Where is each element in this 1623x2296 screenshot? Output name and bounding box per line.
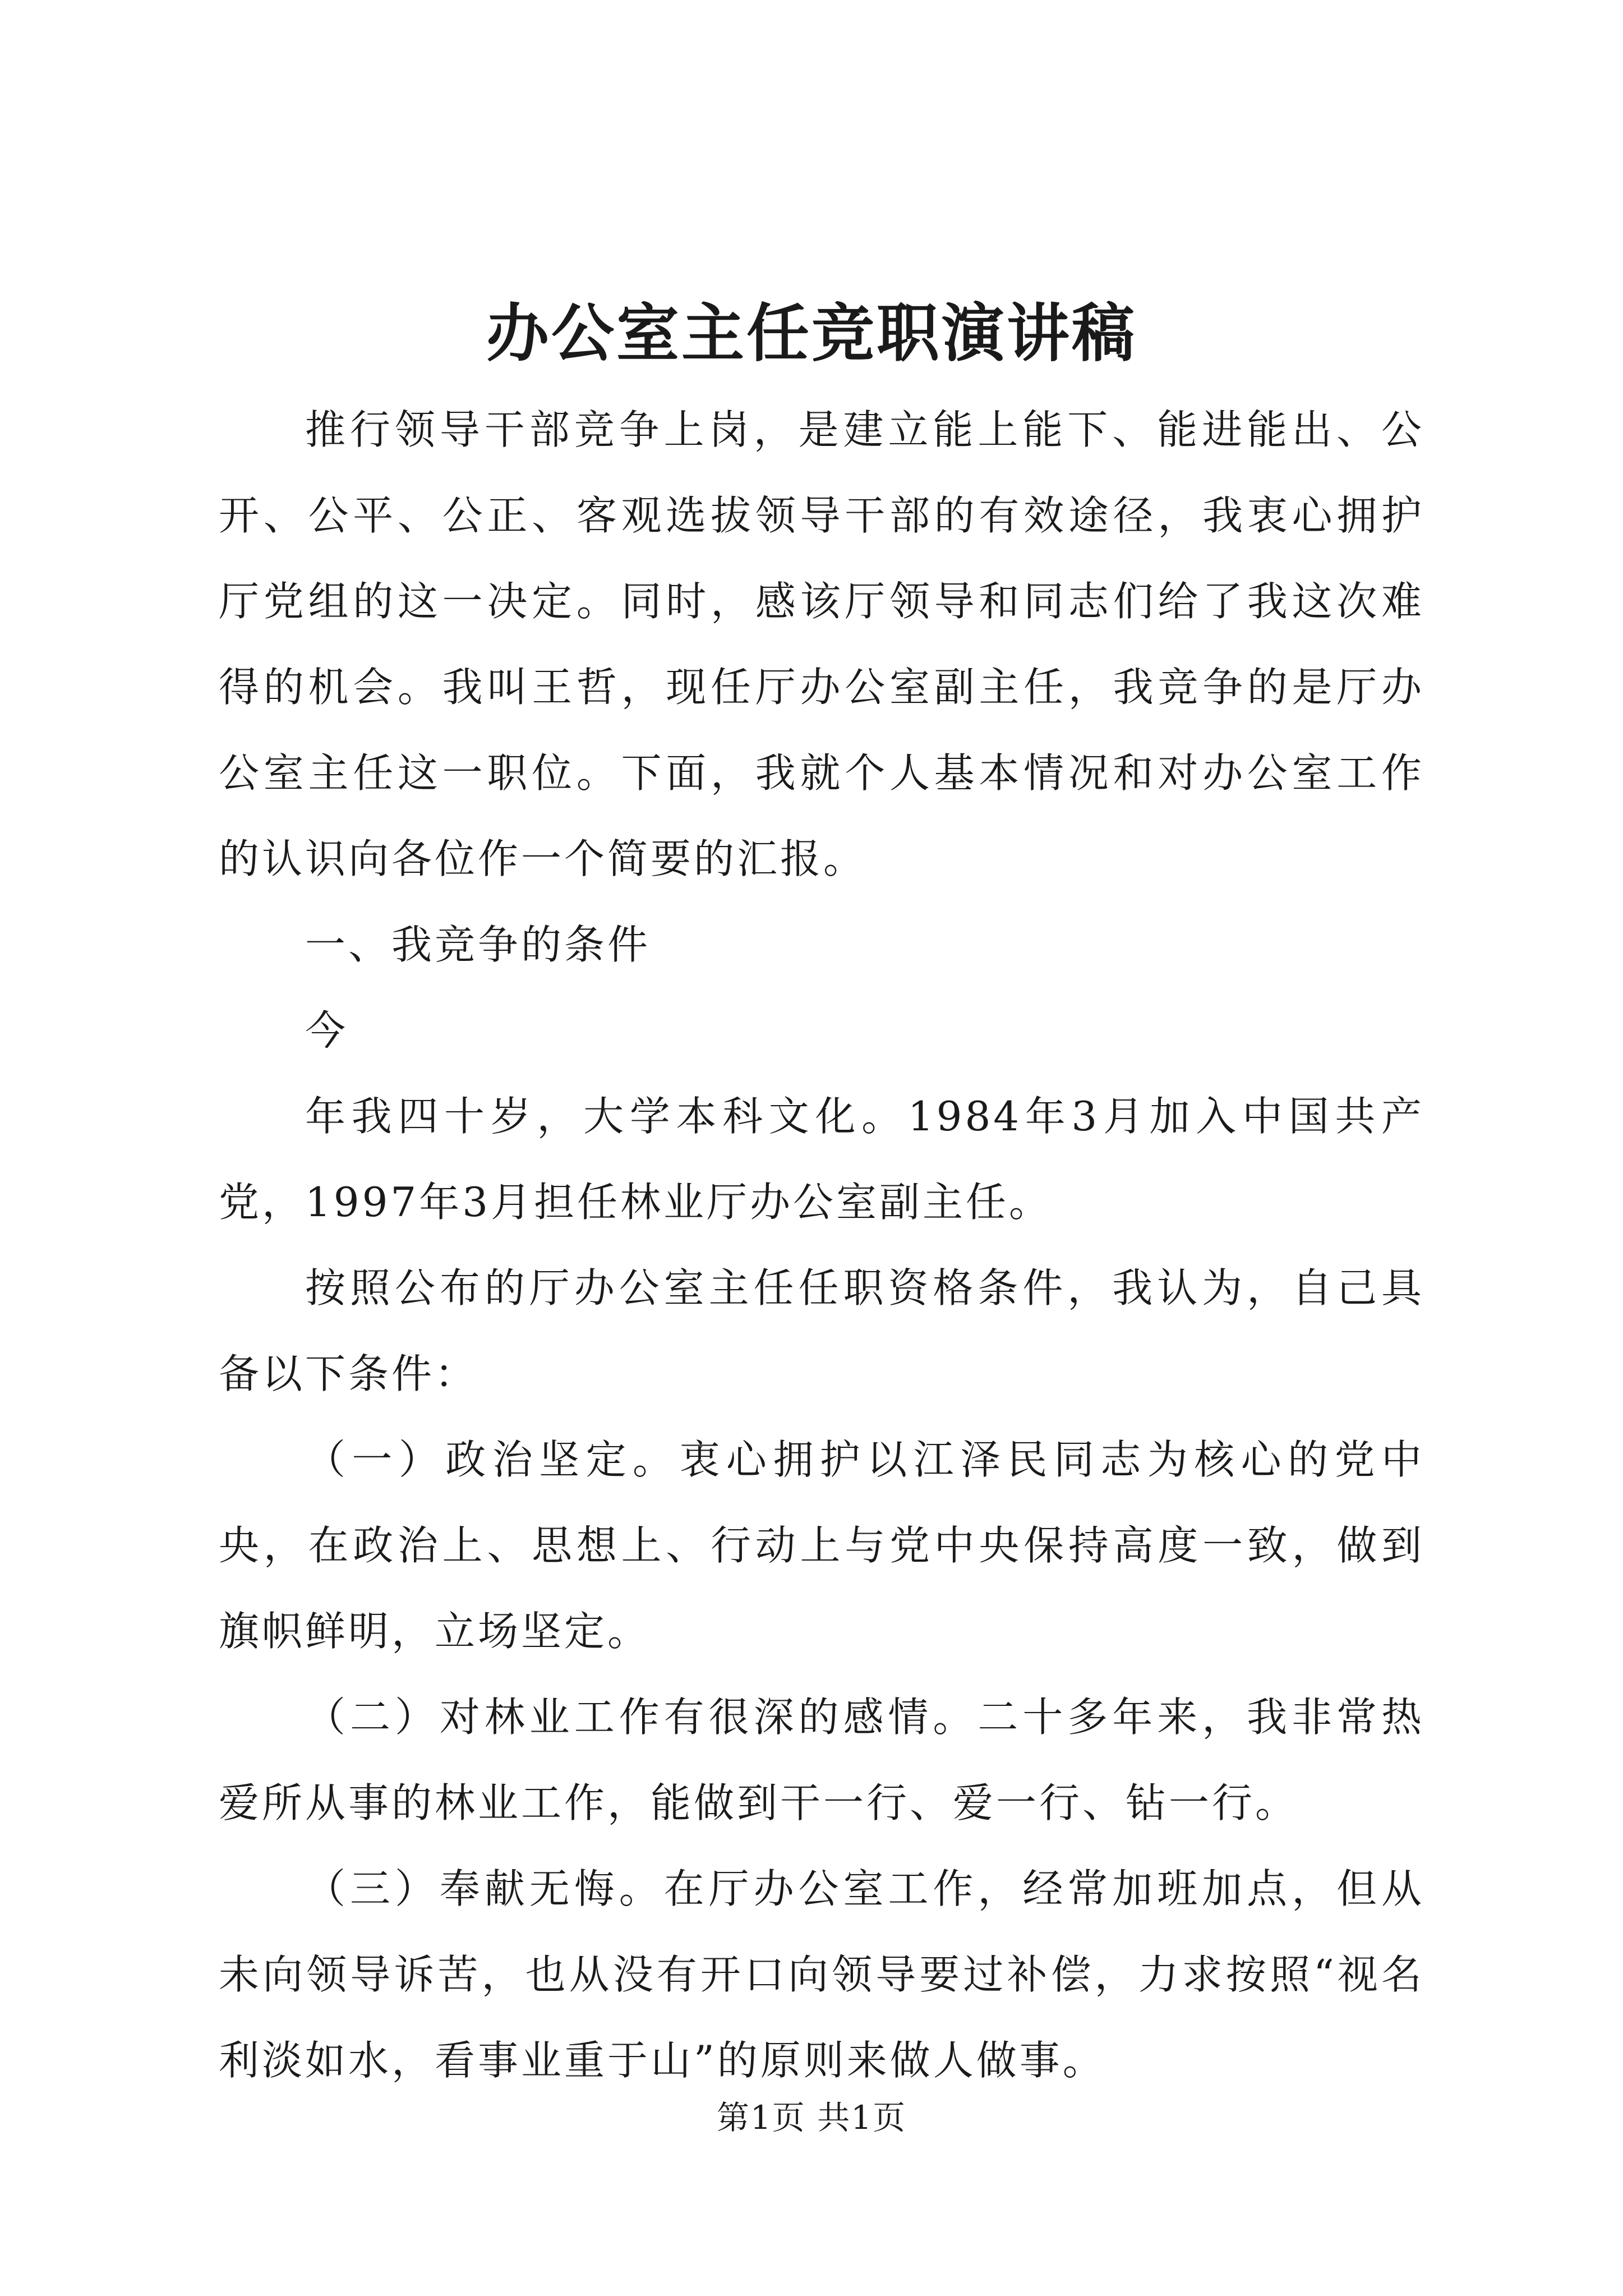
paragraph-personal-info: 年我四十岁，大学本科文化。1984年3月加入中国共产党，1997年3月担任林业厅办公室副主任。 bbox=[219, 1093, 1424, 1226]
paragraph-condition-2: （二）对林业工作有很深的感情。二十多年来，我非常热爱所从事的林业工作，能做到干一行、爱一行、钻一行。 bbox=[219, 1694, 1424, 1826]
page-footer: 第1页 共1页 bbox=[716, 2099, 907, 2137]
paragraph-fragment: 今 bbox=[305, 1007, 349, 1054]
paragraph-section-heading: 一、我竞争的条件 bbox=[305, 921, 651, 968]
paragraph-condition-3: （三）奉献无悔。在厅办公室工作，经常加班加点，但从未向领导诉苦，也从没有开口向领导要过补偿，力求按照“视名利淡如水，看事业重于山”的原则来做人做事。 bbox=[219, 1865, 1424, 2084]
paragraph-conditions-intro: 按照公布的厅办公室主任任职资格条件，我认为，自己具备以下条件： bbox=[219, 1264, 1424, 1397]
document-body bbox=[219, 387, 1424, 2104]
paragraph-intro: 推行领导干部竞争上岗，是建立能上能下、能进能出、公开、公平、公正、客观选拔领导干部的有效途径，我衷心拥护厅党组的这一决定。同时，感该厅领导和同志们给了我这次难得的机会。我叫王哲，现任厅办公室副主任，我竞争的是厅办公室主任这一职位。下面，我就个人基本情况和对办公室工作的认识向各位作一个简要的汇报。 bbox=[219, 406, 1424, 882]
paragraph-condition-1: （一）政治坚定。衷心拥护以江泽民同志为核心的党中央，在政治上、思想上、行动上与党中央保持高度一致，做到旗帜鲜明，立场坚定。 bbox=[219, 1436, 1424, 1655]
document-title: 办公室主任竞职演讲稿 bbox=[486, 297, 1137, 370]
